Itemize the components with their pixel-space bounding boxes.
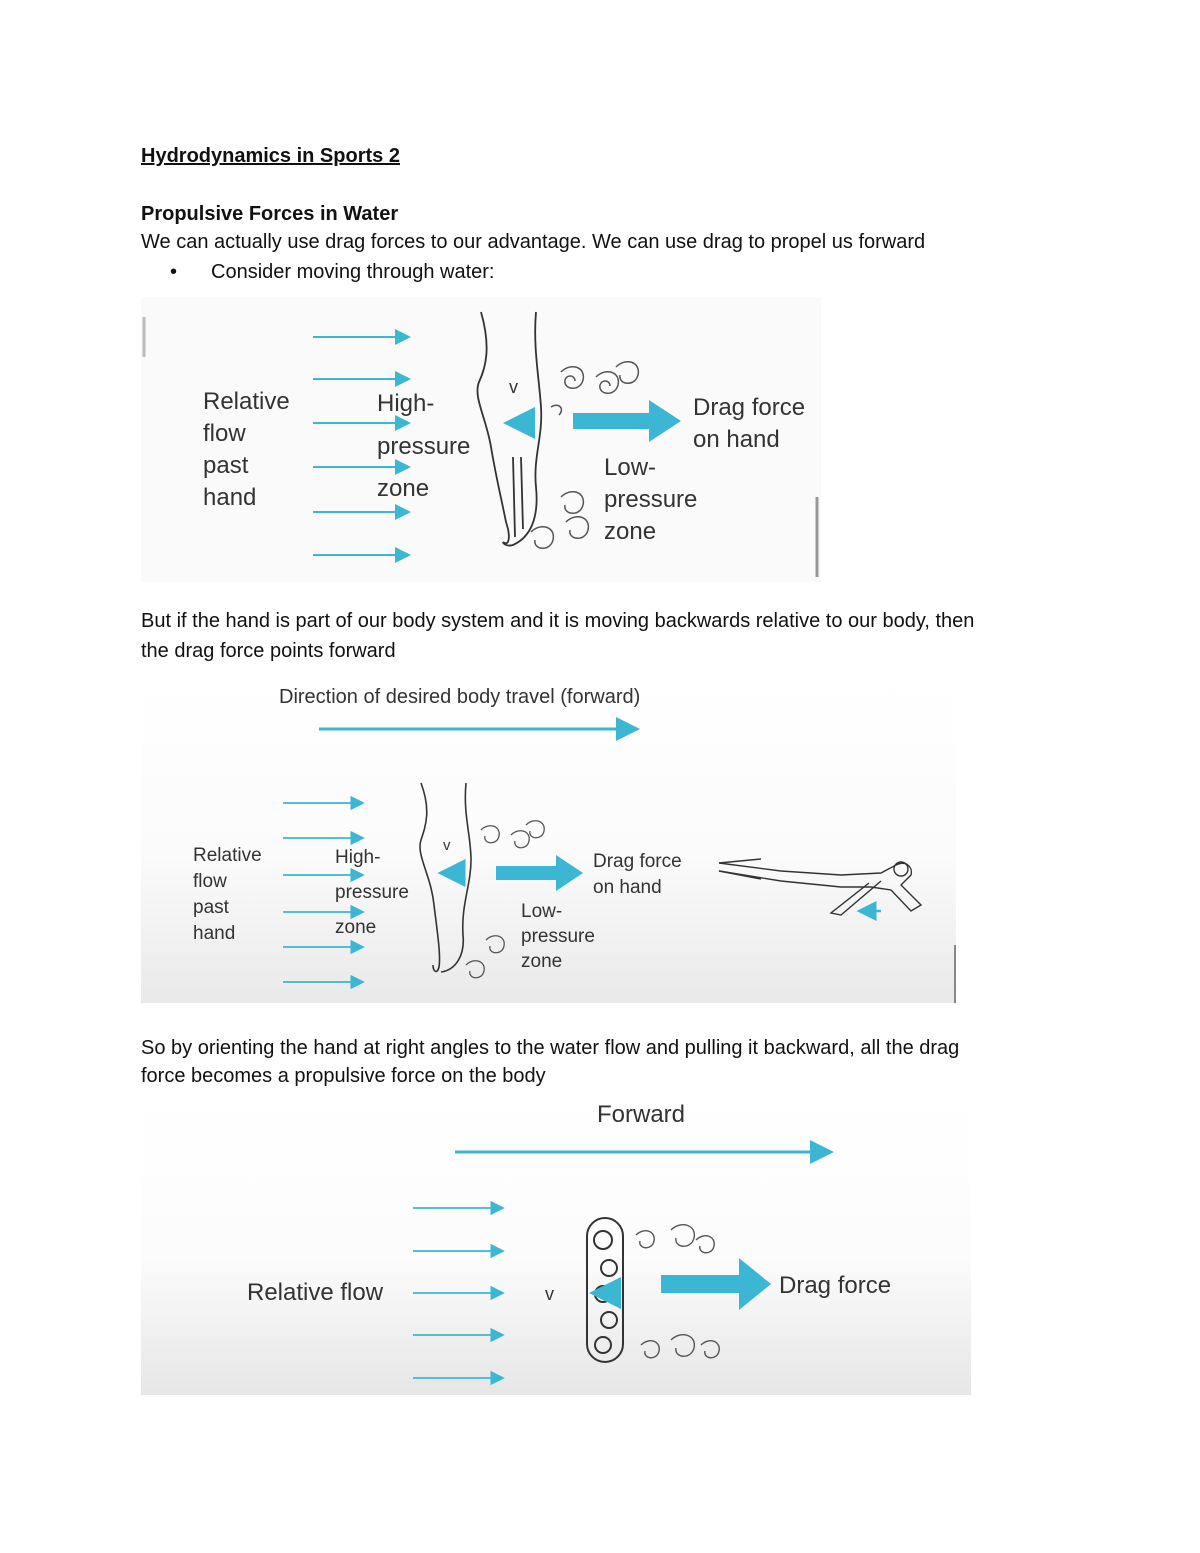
forward-label: Forward xyxy=(597,1101,686,1128)
drag-force-label-1: Drag force xyxy=(693,394,806,421)
bullet-item: Consider moving through water: xyxy=(211,261,495,283)
relative-flow-label-1: Relative xyxy=(193,845,262,866)
relative-flow-label-4: hand xyxy=(203,484,257,511)
velocity-label: v xyxy=(545,1284,554,1304)
paragraph-3-line-1: So by orienting the hand at right angles to the water flow and pulling it backward, all the drag xyxy=(141,1037,960,1059)
page-title: Hydrodynamics in Sports 2 xyxy=(141,145,400,167)
intro-paragraph: We can actually use drag forces to our advantage. We can use drag to propel us forward xyxy=(141,231,926,253)
velocity-label: v xyxy=(509,377,518,397)
paragraph-2-line-1: But if the hand is part of our body system and it is moving backwards relative to our body, then xyxy=(141,610,975,632)
low-pressure-label-3: zone xyxy=(604,518,657,545)
bullet-marker: • xyxy=(170,261,178,283)
high-pressure-label-1: High- xyxy=(335,847,381,868)
low-pressure-label-1: Low- xyxy=(521,901,563,922)
drag-force-label-2: on hand xyxy=(593,877,662,898)
drag-force-label-1: Drag force xyxy=(593,851,682,872)
relative-flow-label-3: past xyxy=(193,897,229,918)
high-pressure-label-2: pressure xyxy=(377,433,471,460)
relative-flow-label-2: flow xyxy=(193,871,227,892)
low-pressure-label-1: Low- xyxy=(604,454,657,481)
figure-propulsive-drag xyxy=(141,1090,971,1395)
relative-flow-label-2: flow xyxy=(203,420,246,447)
high-pressure-label-1: High- xyxy=(377,390,435,417)
drag-force-label: Drag force xyxy=(779,1272,892,1299)
high-pressure-label-3: zone xyxy=(335,917,377,938)
figure-hand-drag xyxy=(141,297,821,582)
high-pressure-label-3: zone xyxy=(377,475,430,502)
high-pressure-label-2: pressure xyxy=(335,882,409,903)
relative-flow-label-1: Relative xyxy=(203,388,290,415)
low-pressure-label-2: pressure xyxy=(521,926,595,947)
relative-flow-label-4: hand xyxy=(193,923,236,944)
paragraph-2-line-2: the drag force points forward xyxy=(141,640,396,662)
relative-flow-label: Relative flow xyxy=(247,1279,384,1306)
figure-swimmer-drag xyxy=(141,675,956,1003)
drag-force-label-2: on hand xyxy=(693,426,780,453)
low-pressure-label-2: pressure xyxy=(604,486,698,513)
relative-flow-label-3: past xyxy=(203,452,249,479)
paragraph-3-line-2: force becomes a propulsive force on the body xyxy=(141,1065,546,1087)
section-heading: Propulsive Forces in Water xyxy=(141,203,399,225)
direction-label: Direction of desired body travel (forward) xyxy=(279,686,641,708)
low-pressure-label-3: zone xyxy=(521,951,563,972)
velocity-label: v xyxy=(443,837,451,854)
